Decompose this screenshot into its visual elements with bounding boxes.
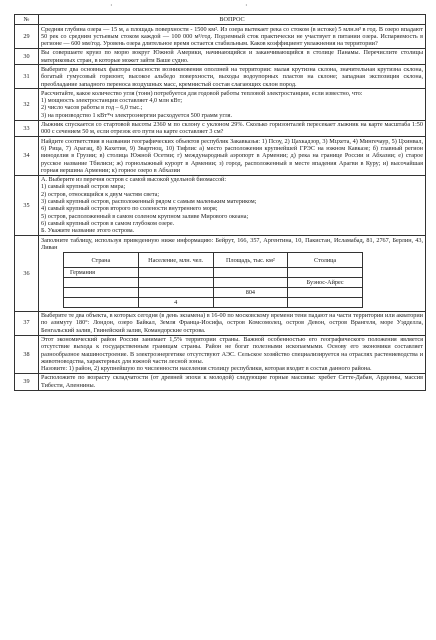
fill-cell	[288, 298, 363, 308]
fill-cell	[64, 278, 139, 288]
question-number: 34	[15, 137, 39, 175]
question-cell	[39, 137, 426, 175]
fill-cell	[288, 288, 363, 298]
question-row	[15, 48, 426, 65]
question-line: 5) остров, расположенный в самом соленом крупном заливе Мирового океана;	[41, 212, 249, 220]
fill-cell	[213, 268, 288, 278]
question-text: Расположите по возрасту складчатости (от древней эпохи к молодой) следующие горные массивы: хребет Сетте-Дабан, Арденны, массив Тибести, Апеннины.	[41, 374, 423, 389]
fill-cell	[213, 278, 288, 288]
header-question: ВОПРОС	[39, 15, 426, 25]
fill-header-cell: Столица	[288, 253, 363, 268]
fill-table-header	[64, 253, 363, 268]
fill-table-row	[64, 298, 363, 308]
question-text: Заполните таблицу, используя приведенную ниже информацию: Бейрут, 166, 357, Аргентина, 10, Пакистан, Исламабад, 81, 2767, Берлин, 43, Ливан	[41, 236, 423, 251]
fill-cell	[64, 288, 139, 298]
question-cell	[39, 89, 426, 120]
fill-cell	[138, 278, 213, 288]
question-row	[15, 236, 426, 312]
question-line: 3) самый крупный остров, расположенный рядом с самым маленьким материком;	[41, 198, 257, 206]
question-row	[15, 89, 426, 120]
fill-cell	[213, 298, 288, 308]
fill-cell: 4	[138, 298, 213, 308]
question-row	[15, 175, 426, 235]
question-text: Назовите: 1) район, 2) крупнейшую по численности населения столицу республики, которая входит в состав данного района.	[41, 365, 372, 373]
question-text: Выберите те два объекта, в которых сегодня (в день экзамена) в 16-00 по московскому времени тени падают на части территории или акватории по азимуту 180°: Лондон, озеро Байкал, Земля Франца-Иосифа, остров Комсомолец, остров Девон, остров Врангеля, море Уэдделла, Бенгальский залив, Гвинейский залив, Командорские острова.	[41, 312, 423, 334]
question-row	[15, 311, 426, 335]
question-cell	[39, 373, 426, 390]
question-text: Этот экономический район России занимает 1,5% территории страны. Важной особенностью его географического положения является отсутствие выхода к государственным границам страны. Район не богат полезными ископаемыми. Основу его экономики составляет разнообразное машиностроение. В электроэнергетике отсутствуют АЭС. Сельское хозяйство специализируется на отраслях растениеводства и животноводства, характерных для южной части лесной зоны.	[41, 336, 423, 365]
question-line: 2) число часов работы в год – 6,0 тыс.;	[41, 104, 143, 112]
question-number: 35	[15, 175, 39, 235]
fill-cell: Буэнос-Айрес	[288, 278, 363, 288]
question-row	[15, 65, 426, 89]
fill-header-cell: Страна	[64, 253, 139, 268]
question-cell	[39, 65, 426, 89]
table-header-row	[15, 15, 426, 25]
question-row	[15, 373, 426, 390]
question-line: 2) остров, относящийся к двум частям света;	[41, 190, 160, 198]
question-row	[15, 25, 426, 49]
question-text: Лыжник спускается со стартовой высоты 2360 м по склону с уклоном 29%. Сколько горизонталей пересекает лыжник на карте масштаба 1:50 000 с сечением 50 м, если отрезок его пути на карте составляет 3 см?	[41, 121, 423, 136]
question-text: Вы совершаете круиз по морю вокруг Южной Америки, начинающийся и заканчивающийся в столице Панамы. Перечислите столицы материковых стран, в которые может зайти Ваше судно.	[41, 49, 423, 64]
question-cell	[39, 175, 426, 235]
question-cell	[39, 25, 426, 49]
question-number: 31	[15, 65, 39, 89]
question-number: 29	[15, 25, 39, 49]
fill-cell	[288, 268, 363, 278]
question-line: 1) мощность электростанции составляет 4,0 млн кВт;	[41, 97, 183, 105]
question-number: 36	[15, 236, 39, 312]
fill-header-cell: Население, млн. чел.	[138, 253, 213, 268]
scan-speck: ·	[110, 1, 113, 10]
fill-cell: 804	[213, 288, 288, 298]
question-number: 39	[15, 373, 39, 390]
header-number: №	[15, 15, 39, 25]
question-number: 32	[15, 89, 39, 120]
fill-header-cell: Площадь, тыс. км²	[213, 253, 288, 268]
fill-cell: Германия	[64, 268, 139, 278]
question-number: 38	[15, 335, 39, 373]
questions-table	[14, 14, 426, 391]
fill-table-row	[64, 288, 363, 298]
question-text: Средняя глубина озера — 15 м, а площадь поверхности - 1500 км². Из озера вытекает река со стоком (в истоке) 5 млн.м³ в год. В озеро впадают 50 рек со средним устьевым стоком каждой — 100 000 м³/год. Подземный сток практически не участвует в питании озера. Испаряемость в регионе — 600 мм/год. Уровень озера длительное время остается стабильным. Каков коэффициент увлажнения на территории?	[41, 25, 423, 48]
question-cell	[39, 311, 426, 335]
question-number: 33	[15, 120, 39, 137]
question-line: 4) самый крупный остров второго по солености внутреннего моря;	[41, 205, 218, 213]
fill-table-row	[64, 278, 363, 288]
question-line: А. Выберите из перечня остров с самой высокой удельной биомассой:	[41, 176, 227, 184]
fill-cell	[138, 268, 213, 278]
question-line: 6) самый крупный остров в самом глубоком озере.	[41, 219, 175, 227]
question-cell	[39, 48, 426, 65]
fill-in-table	[63, 252, 363, 308]
question-text: Найдите соответствия в названии географических объектов республик Закавказья: 1) Псоу, 2) Цахкадзор, 3) Мцхета, 4) Мингечаур, 5) Цхинвал, 6) Рица, 7) Арагац, 8) Кахетия, 9) Звартноц, 10) Тифлис а) место расположения крупнейшей ГРЭС на южном Кавказе; б) главный регион виноделия в Грузии; в) столица Южной Осетии; г) международный аэропорт в Армении; д) река на границе России и Абхазии; е) старое русское название Тбилиси; ж) горнолыжный курорт в Армении; з) город, расположенный в месте впадения Арагви в Куру; и) высочайшая горная вершина Армении; к) горное озеро в Абхазии	[41, 137, 423, 174]
question-number: 37	[15, 311, 39, 335]
question-text: Рассчитайте, какое количество угля (тонн) потребуется для годовой работы тепловой электростанции, если известно, что:	[41, 89, 363, 97]
question-row	[15, 137, 426, 175]
question-line: 3) на производство 1 кВт*ч электроэнергии расходуется 500 грамм угля.	[41, 111, 233, 119]
question-cell	[39, 335, 426, 373]
question-line: Б. Укажите название этого острова.	[41, 227, 135, 235]
question-number: 30	[15, 48, 39, 65]
scan-speck: ·	[245, 1, 248, 10]
question-row	[15, 120, 426, 137]
question-cell	[39, 236, 426, 312]
question-sheet	[14, 14, 426, 391]
question-cell	[39, 120, 426, 137]
fill-cell	[138, 288, 213, 298]
question-line: 1) самый крупный остров мира;	[41, 183, 126, 191]
question-row	[15, 335, 426, 373]
question-text: Выберите два основных фактора опасности возникновения оползней на территории: малая крутизна склона, значительная крутизна склона, богатый гумусовый горизонт, высокое альбедо поверхности, выходы водоупорных пластов на склоне; западная экспозиция склона, преобладание западного переноса воздушных масс, кремнистый состав слагающих склон пород.	[41, 65, 423, 88]
fill-table-row	[64, 268, 363, 278]
fill-cell	[64, 298, 139, 308]
